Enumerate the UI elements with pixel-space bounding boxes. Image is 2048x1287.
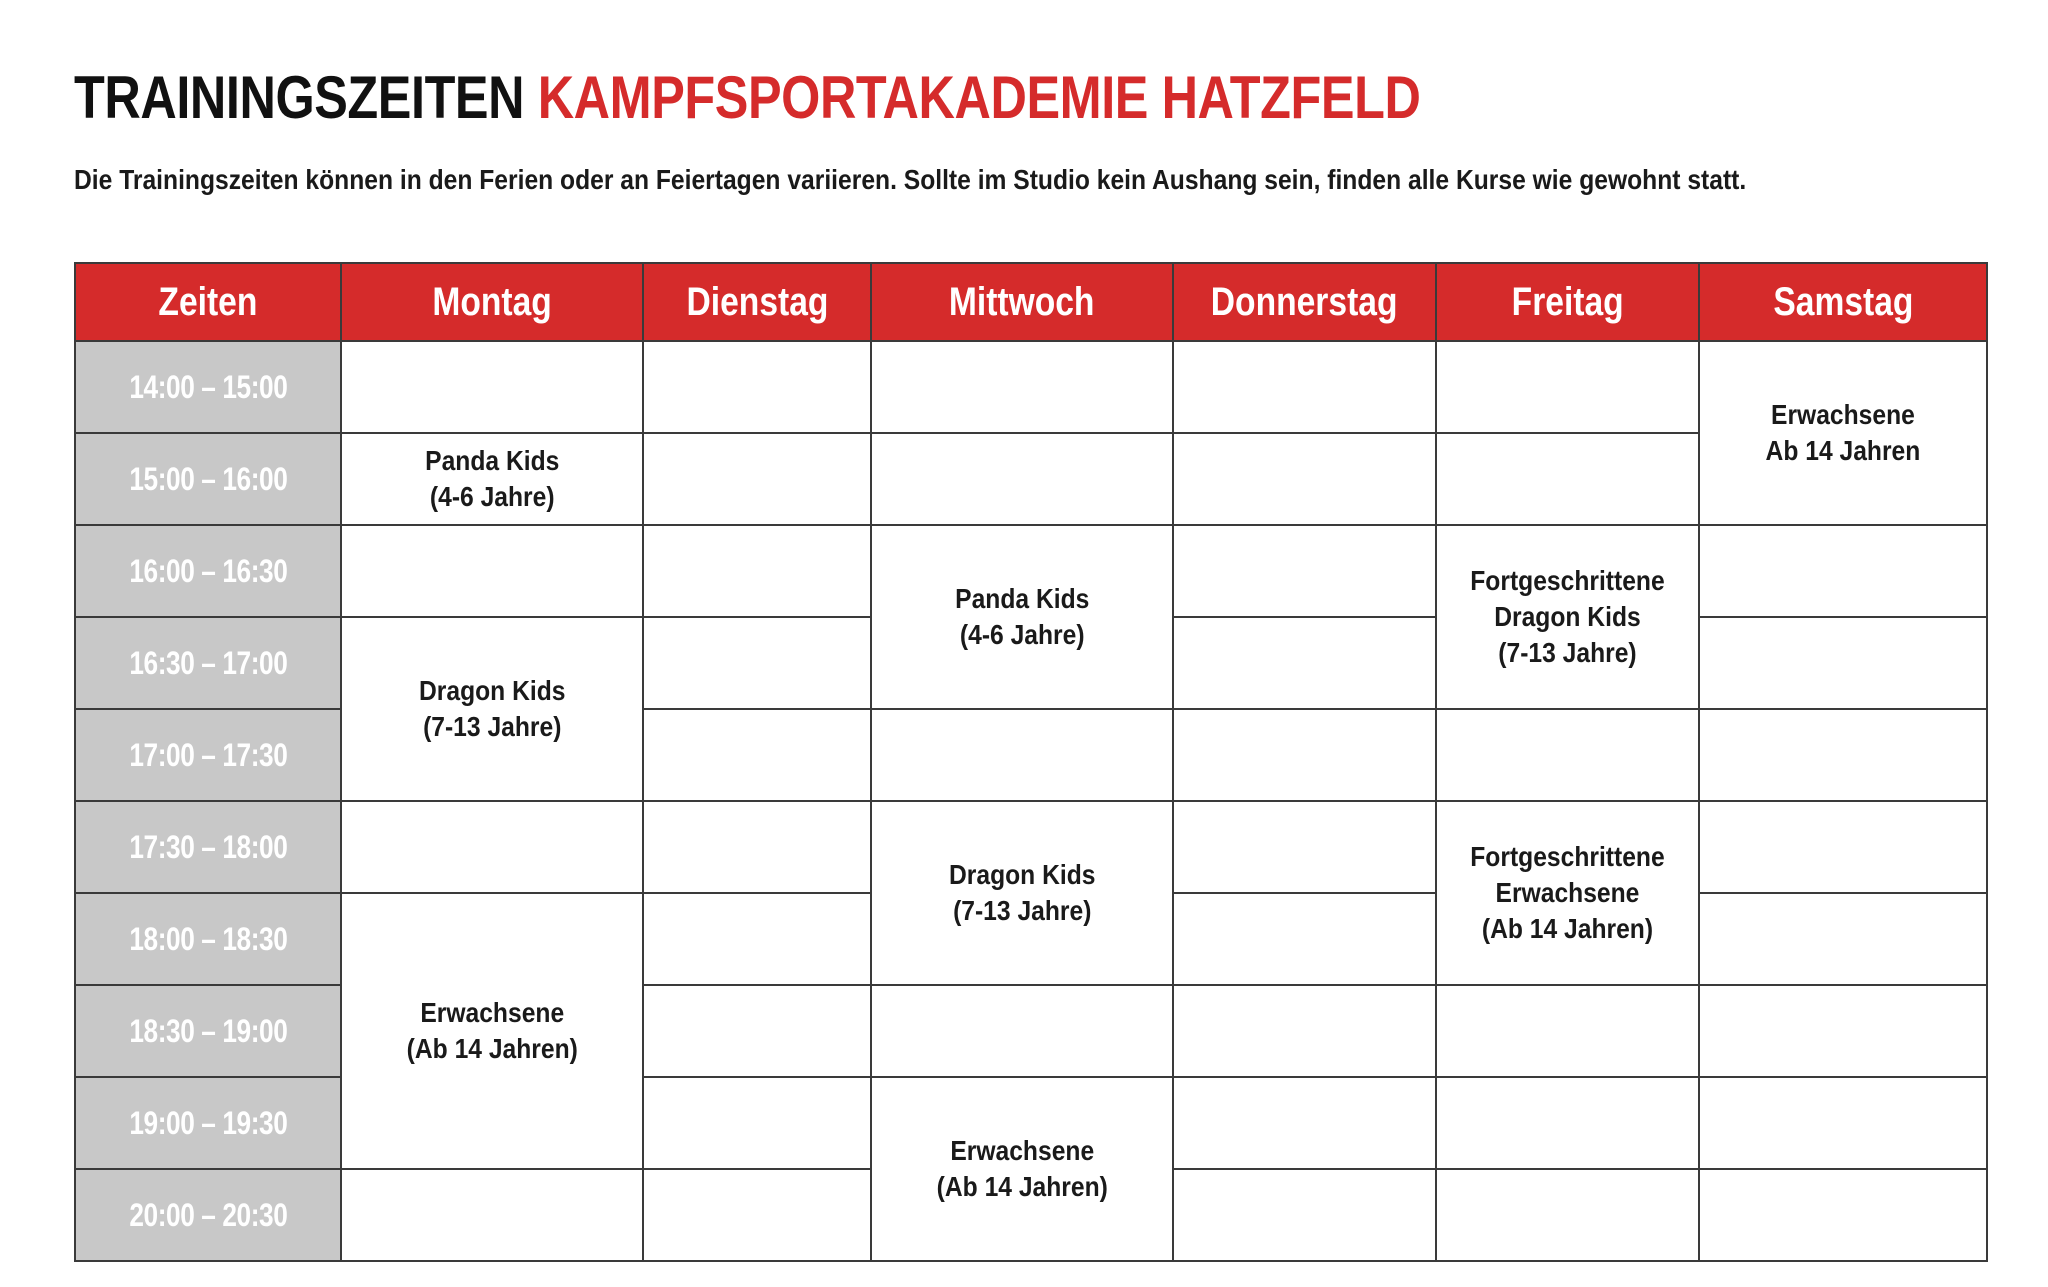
time-cell: 16:30 – 17:00: [75, 617, 341, 709]
time-cell: 18:30 – 19:00: [75, 985, 341, 1077]
table-row: [75, 801, 1987, 893]
empty-slot: [1173, 893, 1436, 985]
course-age: (7-13 Jahre): [952, 895, 1092, 926]
empty-slot: [1699, 801, 1987, 893]
title-prefix: TRAININGSZEITEN: [74, 64, 525, 131]
empty-slot: [1173, 1169, 1436, 1261]
empty-slot: [1173, 985, 1436, 1077]
course-age: (7-13 Jahre): [1498, 637, 1637, 668]
course-age: (Ab 14 Jahren): [406, 1033, 578, 1064]
empty-slot: [643, 985, 871, 1077]
column-header-monday: Montag: [341, 263, 643, 341]
empty-slot: [1699, 617, 1987, 709]
table-row: [75, 525, 1987, 617]
column-header-saturday: Samstag: [1699, 263, 1987, 341]
course-name: Panda Kids: [954, 583, 1090, 614]
empty-slot: [1173, 617, 1436, 709]
empty-slot: [643, 801, 871, 893]
time-cell: 20:00 – 20:30: [75, 1169, 341, 1261]
header-row: [75, 263, 1987, 341]
column-header-thursday: Donnerstag: [1173, 263, 1436, 341]
time-cell: 16:00 – 16:30: [75, 525, 341, 617]
empty-slot: [643, 893, 871, 985]
time-cell: 15:00 – 16:00: [75, 433, 341, 525]
course-age: (Ab 14 Jahren): [936, 1171, 1108, 1202]
column-header-wednesday: Mittwoch: [871, 263, 1173, 341]
empty-slot: [1699, 893, 1987, 985]
empty-slot: [871, 985, 1173, 1077]
title-academy-name: KAMPFSPORTAKADEMIE HATZFELD: [537, 64, 1421, 131]
course-name: Dragon Kids: [1494, 601, 1641, 632]
column-header-times: Zeiten: [75, 263, 341, 341]
course-friday-advanced-dragon-kids: [1436, 525, 1699, 709]
course-age: Ab 14 Jahren: [1765, 435, 1921, 466]
schedule-table: [74, 262, 1988, 1262]
course-age: (7-13 Jahre): [422, 711, 562, 742]
empty-slot: [1699, 1077, 1987, 1169]
course-name: Erwachsene: [1771, 399, 1915, 430]
course-name: Erwachsene: [1495, 877, 1640, 908]
empty-slot: [1436, 985, 1699, 1077]
empty-slot: [643, 341, 871, 433]
course-level: Fortgeschrittene: [1470, 841, 1665, 872]
empty-slot: [1699, 1169, 1987, 1261]
page-subtitle: Die Trainingszeiten können in den Ferien oder an Feiertagen variieren. Sollte im Studio kein Aushang sein, finden alle Kurse wie gewohnt statt.: [74, 164, 1747, 195]
empty-slot: [871, 709, 1173, 801]
empty-slot: [643, 433, 871, 525]
course-name: Erwachsene: [950, 1135, 1094, 1166]
empty-slot: [1173, 433, 1436, 525]
empty-slot: [341, 525, 643, 617]
time-cell: 17:30 – 18:00: [75, 801, 341, 893]
course-name: Dragon Kids: [948, 859, 1096, 890]
empty-slot: [1436, 341, 1699, 433]
empty-slot: [643, 709, 871, 801]
empty-slot: [1173, 801, 1436, 893]
time-cell: 19:00 – 19:30: [75, 1077, 341, 1169]
course-monday-panda-kids: [341, 433, 643, 525]
empty-slot: [1436, 433, 1699, 525]
course-wednesday-dragon-kids: [871, 801, 1173, 985]
empty-slot: [1173, 1077, 1436, 1169]
empty-slot: [1173, 709, 1436, 801]
empty-slot: [1436, 1169, 1699, 1261]
course-age: (4-6 Jahre): [429, 481, 555, 512]
empty-slot: [341, 1169, 643, 1261]
empty-slot: [643, 617, 871, 709]
table-row: [75, 341, 1987, 433]
empty-slot: [1699, 525, 1987, 617]
empty-slot: [1699, 985, 1987, 1077]
course-name: Panda Kids: [424, 445, 560, 476]
course-age: (4-6 Jahre): [959, 619, 1085, 650]
course-name: Dragon Kids: [418, 675, 566, 706]
empty-slot: [341, 801, 643, 893]
course-saturday-adults: [1699, 341, 1987, 525]
column-header-friday: Freitag: [1436, 263, 1699, 341]
column-header-tuesday: Dienstag: [643, 263, 871, 341]
time-cell: 17:00 – 17:30: [75, 709, 341, 801]
time-cell: 14:00 – 15:00: [75, 341, 341, 433]
empty-slot: [871, 341, 1173, 433]
empty-slot: [643, 1169, 871, 1261]
empty-slot: [1173, 525, 1436, 617]
empty-slot: [1436, 1077, 1699, 1169]
course-level: Fortgeschrittene: [1470, 565, 1665, 596]
course-friday-advanced-adults: [1436, 801, 1699, 985]
empty-slot: [643, 1077, 871, 1169]
course-age: (Ab 14 Jahren): [1481, 913, 1654, 944]
empty-slot: [871, 433, 1173, 525]
course-name: Erwachsene: [420, 997, 564, 1028]
page-title: [74, 58, 1420, 138]
course-wednesday-adults: [871, 1077, 1173, 1261]
empty-slot: [1173, 341, 1436, 433]
empty-slot: [1436, 709, 1699, 801]
course-monday-adults: [341, 893, 643, 1169]
course-wednesday-panda-kids: [871, 525, 1173, 709]
empty-slot: [341, 341, 643, 433]
course-monday-dragon-kids: [341, 617, 643, 801]
time-cell: 18:00 – 18:30: [75, 893, 341, 985]
empty-slot: [1699, 709, 1987, 801]
empty-slot: [643, 525, 871, 617]
